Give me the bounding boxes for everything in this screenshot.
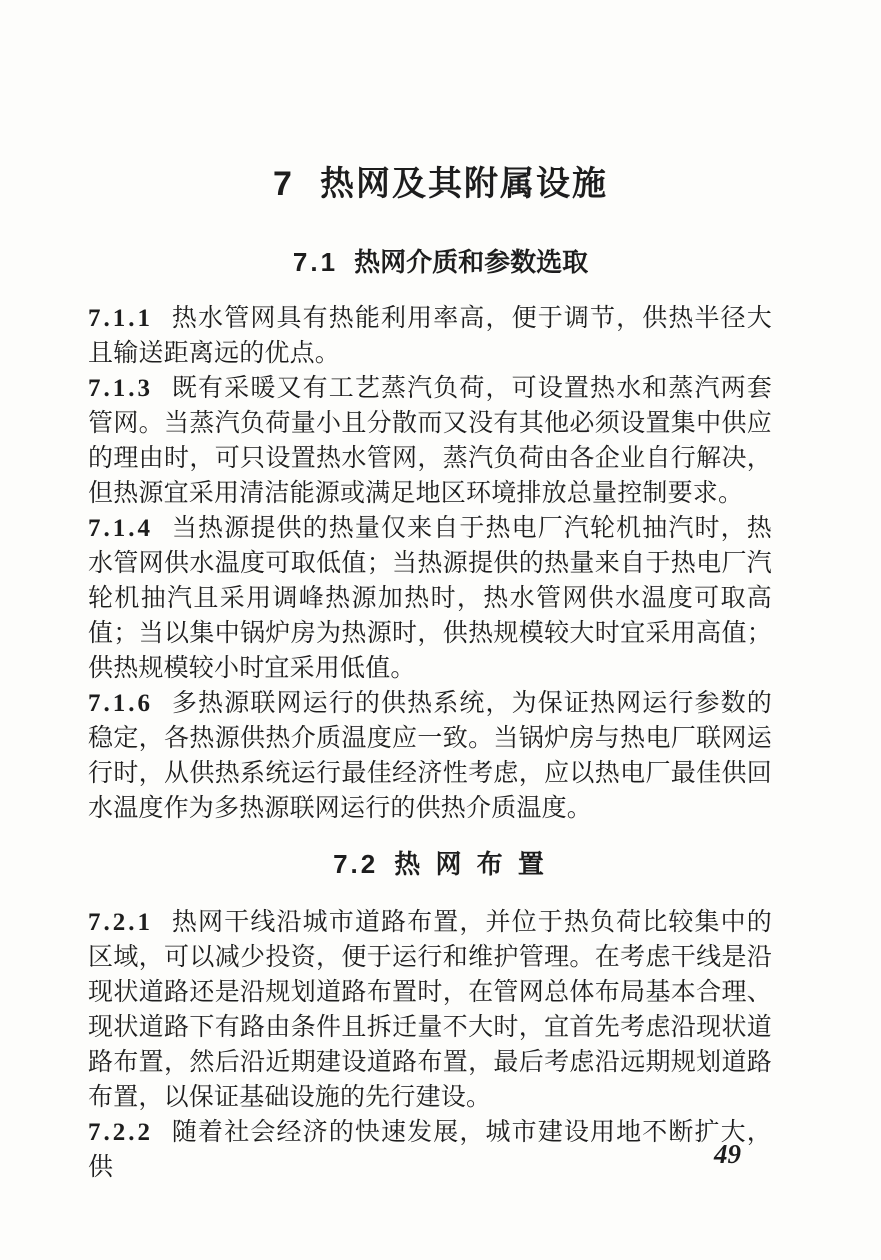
section-title: 热 网 布 置 bbox=[394, 849, 548, 879]
clause-text: 随着社会经济的快速发展，城市建设用地不断扩大，供 bbox=[88, 1119, 772, 1181]
clause-7-1-6 bbox=[88, 686, 772, 826]
clause-number: 7.1.3 bbox=[88, 375, 153, 402]
page-number: 49 bbox=[714, 1139, 741, 1169]
clause-text: 既有采暖又有工艺蒸汽负荷，可设置热水和蒸汽两套管网。当蒸汽负荷量小且分散而又没有其他必须设置集中供应的理由时，可只设置热水管网，蒸汽负荷由各企业自行解决，但热源宜采用清洁能源或满足地区环境排放总量控制要求。 bbox=[88, 375, 772, 507]
clause-text: 多热源联网运行的供热系统，为保证热网运行参数的稳定，各热源供热介质温度应一致。当锅炉房与热电厂联网运行时，从供热系统运行最佳经济性考虑，应以热电厂最佳供回水温度作为多热源联网运行的供热介质温度。 bbox=[88, 690, 772, 822]
clause-number: 7.1.6 bbox=[88, 690, 153, 717]
section-number: 7.1 bbox=[292, 247, 339, 277]
clause-text: 当热源提供的热量仅来自于热电厂汽轮机抽汽时，热水管网供水温度可取低值；当热源提供的热量来自于热电厂汽轮机抽汽且采用调峰热源加热时，热水管网供水温度可取高值；当以集中锅炉房为热源时，供热规模较大时宜采用高值；供热规模较小时宜采用低值。 bbox=[88, 515, 772, 682]
clause-number: 7.2.2 bbox=[88, 1119, 153, 1146]
chapter-number: 7 bbox=[273, 165, 294, 203]
chapter-name: 热网及其附属设施 bbox=[319, 165, 608, 203]
section-title: 热网介质和参数选取 bbox=[354, 247, 589, 277]
clause-text: 热网干线沿城市道路布置，并位于热负荷比较集中的区域，可以减少投资，便于运行和维护管理。在考虑干线是沿现状道路还是沿规划道路布置时，在管网总体布局基本合理、现状道路下有路由条件且拆迁量不大时，宜首先考虑沿现状道路布置，然后沿近期建设道路布置，最后考虑沿远期规划道路布置，以保证基础设施的先行建设。 bbox=[88, 909, 772, 1111]
clause-7-1-3 bbox=[88, 371, 772, 511]
clause-number: 7.1.4 bbox=[88, 515, 153, 542]
clause-7-1-4 bbox=[88, 511, 772, 686]
clause-7-2-2 bbox=[88, 1115, 772, 1185]
clause-number: 7.1.1 bbox=[88, 305, 153, 332]
clause-text: 热水管网具有热能利用率高，便于调节，供热半径大且输送距离远的优点。 bbox=[88, 305, 772, 367]
section-heading-7-1 bbox=[0, 242, 881, 279]
clause-number: 7.2.1 bbox=[88, 909, 153, 936]
chapter-title bbox=[0, 0, 881, 205]
section-heading-7-2 bbox=[0, 844, 881, 881]
clause-7-2-1 bbox=[88, 905, 772, 1115]
section-number: 7.2 bbox=[333, 849, 379, 879]
clause-7-1-1 bbox=[88, 301, 772, 371]
